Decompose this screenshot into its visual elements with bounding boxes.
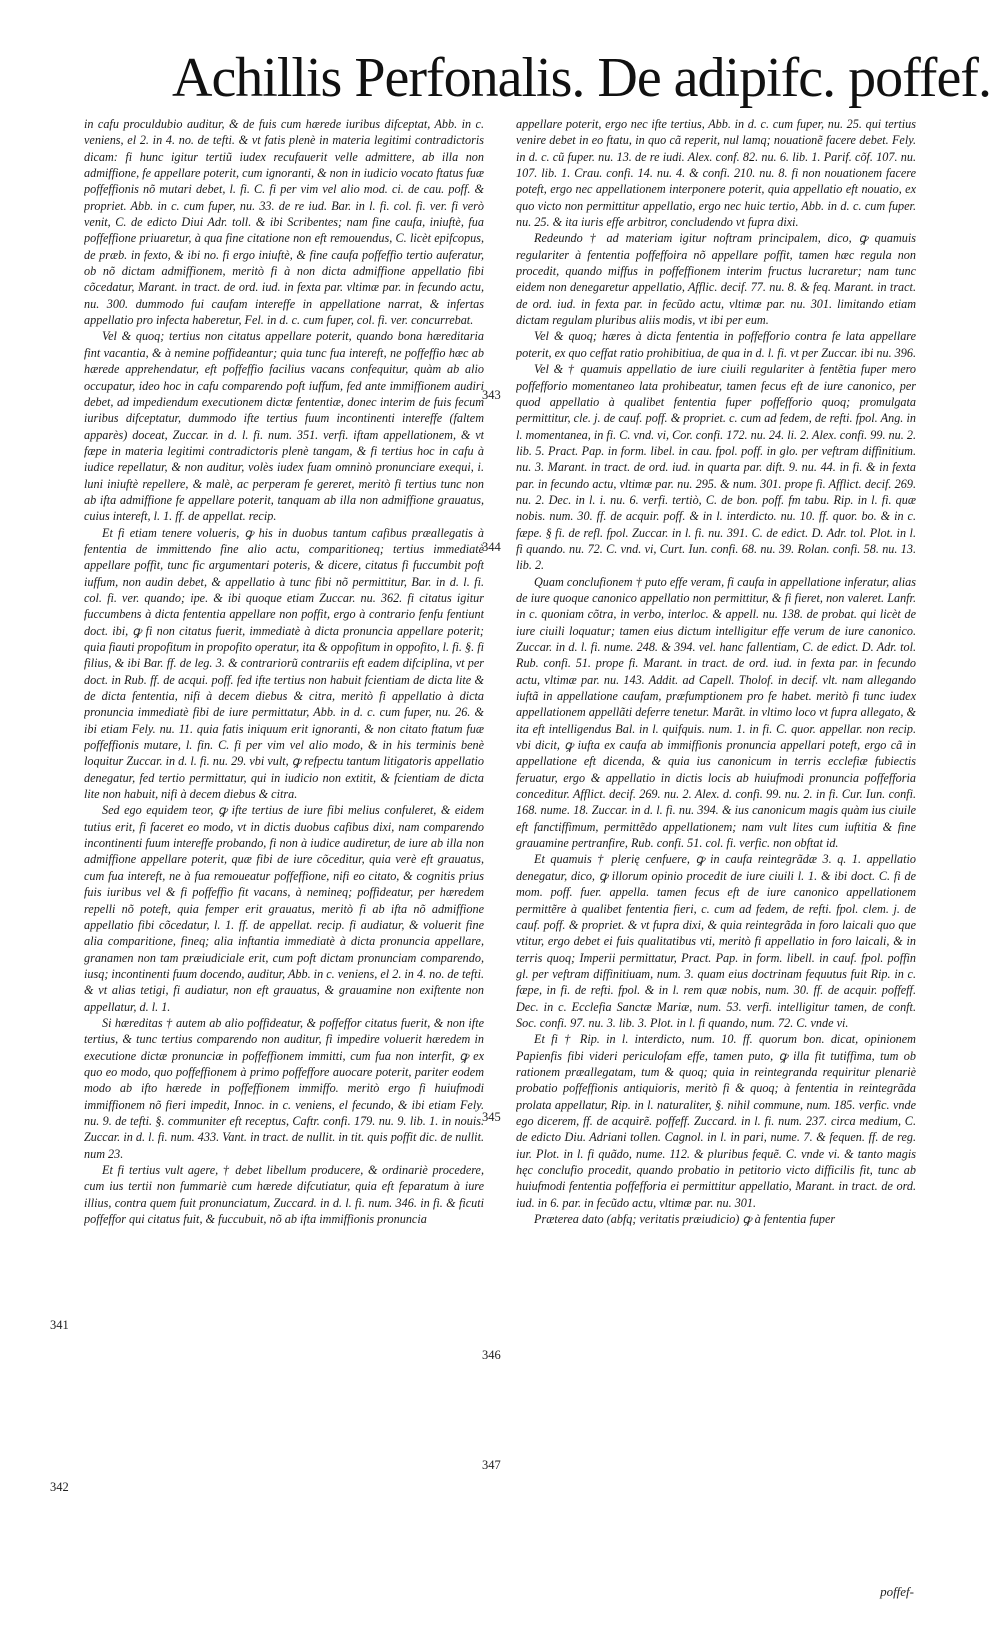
margin-number: 344 bbox=[482, 540, 501, 554]
paragraph: Quam conclufionem † puto effe veram, fi caufa in appellatione inferatur, alias de iure quoque canonico appellatio non permittitur, & fi fieret, non valeret. Lanfr. in c. quoniam cõtra, in verbo, interloc. & appell. nu. 138. de probat. qui licèt de iure ciuili loquatur; tamen eius dictum intelligitur effe verum de iure canonico. Zuccar. in d. l. fi. nume. 248. & 394. vel. hanc fallentiam, C. de edict. D. Adr. tol. Rub. confi. 51. prope fi. Marant. in tract. de ord. iud. in fexta par. in fecundo actu, vltimæ par. nu. 143. Addit. ad Capell. Tholof. in decif. vlt. nam allegando iuftã in appellatione caufam, præfumptionem pro fe habet. meritò fi tunc iudex appellationem appellãti deferre tenetur. Marãt. in vltimo loco vt fupra allegato, & ita eft intelligendus Bal. in l. quifquis. num. 1. in fi. C. quor. appellar. non recip. vbi dicit, ꝙ iufta ex caufa ab immiffionis pronuncia appellari poteft, ergo cã in appellatione eft dicenda, & quia ius canonicum in terris ecclefiæ fubiectis feruatur, ergo & appellatio in dictis locis ab huiufmodi pronuncia poffefforia conceditur. Afflict. decif. 269. nu. 2. Alex. d. confi. 99. nu. 2. in fi. Cur. Iun. confi. 168. nume. 18. Zuccar. in d. l. fi. nu. 394. & ius canonicum magis quàm ius ciuile eft fanctiffimum, permittẽdo appellationem; nam vult lites cum iuftitia & fine grauamine pertranfire, Rub. confi. 51. col. fi. verfic. non obftat id. bbox=[516, 574, 916, 851]
paragraph: in cafu proculdubio auditur, & de fuis cum hærede iuribus difceptat, Abb. in c. veniens, el 2. in 4. no. de tefti. & vt fatis plenè in materia legitimi contradictoris dicam: fi hunc igitur tertiũ iudex recufauerit velle admittere, ab illa non admiffione, fe appellare poterit, cum ignoranti, & non in iudicio vocato ftatus fuæ poffeffionis nõ mutari debet, l. fi. C. fi per vim vel alio mod. ci. de cau. poff. & propriet. Abb. in c. cum fuper, nu. 33. de re iud. Bar. in l. fi. col. fi. ver. fi verò venit, C. de edicto Diui Adr. toll. & ibi Scribentes; nam fine caufa, iniuftè, fua poffeffione priuaretur, à qua fine citatione non eft remouendus, C. licèt epifcopus, de præb. in fexto, & ibi no. fi ergo iniuftè, & fine caufa poffeffio tertio auferatur, ob nõ dictam admiffionem, meritò fi à non dicta admiffione appellatio fibi cõcedatur, Marant. in tract. de ord. iud. in fexta par. vltimæ par. in fecundo actu, nu. 300. dummodo fui caufam intereffe in appellatione narrat, & infertas appellatio pro infecta haberetur, Fel. in d. c. cum fuper, col. fi. ver. concurrebat. bbox=[84, 117, 484, 328]
paragraph: Præterea dato (abfq; veritatis præiudicio) ꝙ à fententia fuper bbox=[534, 1212, 836, 1227]
right-column bbox=[516, 116, 916, 1556]
paragraph: Et quamuis † plerię cenfuere, ꝙ in caufa reintegrãdæ 3. q. 1. appellatio denegatur, dico, ꝙ illorum opinio procedit de iure ciuili l. 1. & ibi doct. C. fi de mom. poff. fuer. appella. tamen fecus eft de iure canonico appellationem permittẽre à qualibet fententia fieri, c. cum ad fedem, de refti. fpol. clem. j. de cauf. poff. & propriet. & vt fupra dixi, & quia reintegrãda in foro laicali quo que vtitur, ergo debet ei fuis qualitatibus vti, meritò fi appellatio in foro laicali, & in terris quoq; Imperii permittatur, Pract. Pap. in form. libell. in cauf. fpol. poffin gl. per veftram diffinitiuam, num. 3. quam eius doctrinam fequutus fuit Rip. in c. fæpe, in fi. de refti. fpol. & in l. rem quæ nobis, num. 30. ff. de acquir. poffeff. Dec. in c. Ecclefia Sanctæ Mariæ, num. 53. verfi. intelligitur tamen, de conft. Soc. confi. 97. nu. 3. lib. 3. Plot. in l. fi quando, num. 72. C. vnde vi. bbox=[516, 852, 916, 1030]
paragraph: Vel & quoq; tertius non citatus appellare poterit, quando bona hæreditaria fint vacantia, & à nemine poffideantur; quia tunc fua intereft, ne poffeffio hæc ab hærede apprehendatur, eft poffeffio facilius vacans confequitur, quàm ab alio occupatur, ideo hoc in cafu comparendo poft iuffum, fed ante immiffionem audiri debet, ad impediendum executionem dictæ fententiæ, donec interim de fuis fecum iuribus difceptatur, dummodo ifte tertius fuum incontinenti intereffe (faltem apparès) doceat, Zuccar. in d. l. fi. num. 351. verfi. iftam appellationem, & vt fæpe in materia legitimi contradictoris plenè tangam, & fi tertius hoc in cafu à iudice repellatur, & non auditur, volès iudex fuam omninò pronunciare exequi, i. luni iniuftè repellere, & malè, ac perperam fe gereret, meritò fi tertius tunc non ab ifta admiffione fe appellare poterit, tanquam ab illa non admiffione grauatus, cuius intereft, l. 1. ff. de appellat. recip. bbox=[84, 329, 484, 524]
margin-number: 346 bbox=[482, 1348, 501, 1362]
paragraph: Et fi tertius vult agere, † debet libellum producere, & ordinariè procedere, cum ius tertii non fummariè cum hærede difcutiatur, quia eft feparatum à iure illius, contra quem fuit pronunciatum, Zuccard. in d. l. fi. num. 346. in fi. & ficuti poffeffor qui citatus fuit, & fuccubuit, nõ ab ifta immiffionis pronuncia bbox=[84, 1163, 484, 1227]
margin-number: 345 bbox=[482, 1110, 501, 1124]
paragraph: Si hæreditas † autem ab alio poffideatur, & poffeffor citatus fuerit, & non ifte tertius, & tunc tertius comparendo non auditur, fi impedire voluerit hæredem in executione dictæ pronunciæ in poffeffionem immitti, cum fua non interfit, ꝙ ex quo eo modo, quo poffeffionem à primo poffeffore auocare poterit, pariter eodem modo ab ifto hærede in poffeffionem immiffo. meritò ergo fi huiufmodi immiffionem nõ fieri impedit, Innoc. in c. veniens, el fecundo, & ibi etiam Fely. nu. 9. de tefti. §. communiter eft receptus, Caftr. confi. 179. nu. 9. lib. 1. in nouis. Zuccar. in d. l. fi. num. 433. Vant. in tract. de nullit. in tit. quis poffit dic. de nullit. num 23. bbox=[84, 1015, 484, 1161]
running-head: Achillis Perfonalis. De adipifc. poffef. bbox=[172, 47, 991, 109]
margin-number: 342 bbox=[50, 1480, 69, 1494]
paragraph: appellare poterit, ergo nec ifte tertius, Abb. in d. c. cum fuper, nu. 25. qui tertius venire debet in eo ftatu, in quo cã reperit, nul lamq; nouationẽ facere debet. Fely. in d. c. cũ fuper. nu. 13. de re iudi. Alex. conf. 82. nu. 6. lib. 1. Parif. cõf. 107. nu. 107. lib. 1. Crau. confi. 14. nu. 4. & confi. 210. nu. 8. fi non nouationem facere poteft, ergo nec appellationem interponere poterit, quia appellatio eft nouatio, ex quo victo non permittitur appellatio, ergo nec huic tertio, Abb. in d. c. cum fuper. nu. 25. & ita iuris effe arbitror, concludendo vt fupra dixi. bbox=[516, 117, 916, 230]
margin-number: 341 bbox=[50, 1318, 69, 1332]
paragraph: Redeundo † ad materiam igitur noftram principalem, dico, ꝙ quamuis regulariter à fententia poffeffoira nõ appellare poffit, tamen hæc regula non procedit, quando miffus in poffeffionem interim fructus lucraretur; nam tunc eidem non denegaretur appellatio, Afflic. decif. 77. nu. 8. & feq. Marant. in tract. de ord. iud. in fexta par. in fecũdo actu, vltimæ par. nu. 301. limitando etiam dictam regulam pluribus aliis modis, vt ibi per eum. bbox=[516, 231, 916, 328]
left-column bbox=[84, 116, 484, 1496]
paragraph: Et fi † Rip. in l. interdicto, num. 10. ff. quorum bon. dicat, opinionem Papienfis fibi videri periculofam effe, tamen puto, ꝙ illa fit tutiffima, tum ob rationem præallegatam, tum & quoq; quia in reintegranda requiritur plenariè probatio poffeffionis antiquioris, meritò fi & quoq; à fententia in reintegrãda prolata appellatur, Rip. in l. naturaliter, §. nihil commune, num. 185. verfic. vnde ego dicerem, ff. de acquirẽ. poffeff. Zuccard. in l. fi. num. 237. circa medium, C. de edicto Diu. Adriani tollen. Cagnol. in l. in pari, nume. 7. & fequen. ff. de reg. iur. Plot. in l. fi quãdo, nume. 112. & pluribus fequẽ. C. vnde vi. & tanto magis hęc conclufio procedit, quando probatio in petitorio victo difficilis fit, tunc ab huiufmodi fententia poffefforia ei permittitur appellatio, Marant. in tract. de ord. iud. in 6. par. in fecũdo actu, vltimæ par. nu. 301. bbox=[516, 1032, 916, 1210]
paragraph: Vel & quoq; hæres à dicta fententia in poffefforio contra fe lata appellare poterit, ex quo ceffat ratio prohibitiua, de qua in d. l. fi. vt per Zuccar. ibi nu. 396. bbox=[516, 329, 916, 360]
paragraph: Sed ego equidem teor, ꝙ ifte tertius de iure fibi melius confuleret, & eidem tutius erit, fi faceret eo modo, vt in dictis duobus cafibus dixi, nam comparendo incontinenti fuum intereffe probando, fi non à iudice audiretur, de iure ab illa non admiffione appellare poterit, quæ fibi de iure cõceditur, quia verè eft grauatus, cum fua intereft, ne à fua remoueatur poffeffione, nifi eo citato, & cognitis prius fuis iuribus vel & fi poffeffio fit vacans, à nemineq; poffideatur, per hæredem repelli nõ poteft, quia femper erit grauatus, meritò fi ab ifta nõ admiffione appellatio fibi cõcedatur, l. 1. ff. de appellat. recip. fi audiatur, & voluerit fine alia comparitione, fineq; alia inftantia immediatè à dicta pronuncia appellare, granamen non tam præiudiciale erit, cum poft dictam pronunciam comparendo, iusq; incontinenti fuum docendo, auditur, Abb. in c. veniens, el 2. in 4. no. de tefti. & vt alias tetigi, fi audiatur, non eft grauatus, & grauamine non exiftente non appellatur, d. l. 1. bbox=[84, 803, 484, 1014]
catchword: poffef- bbox=[880, 1584, 914, 1599]
margin-number: 347 bbox=[482, 1458, 501, 1472]
paragraph: Vel & † quamuis appellatio de iure ciuili regulariter à fentẽtia fuper mero poffefforio momentaneo lata prohibeatur, tamen fecus eft de iure canonico, per quod appellatio à qualibet fententia fuper poffefforio quoq; promulgata permittitur, cle. j. de cauf. poff. & propriet. c. cum ad fedem, de refti. fpol. Ang. in l. momentanea, in fi. C. vnd. vi, Cor. confi. 172. nu. 24. li. 2. Alex. confi. 99. nu. 2. lib. 5. Pract. Pap. in form. libel. in cau. fpol. poff. in glo. per veftram diffinitium. nu. 3. Marant. in tract. de ord. iud. in quarta par. dift. 9. nu. 44. in fi. & in fexta par. in fecundo actu, vltimæ par. nu. 295. & num. 301. prope fi. Afflict. decif. 269. nu. 2. Dec. in l. i. nu. 6. verfi. tertiò, C. de bon. poff. fm tabu. Rip. in l. fi. quæ nobis. num. 30. ff. de acquir. poff. & in l. interdicto. nu. 10. ff. quor. bo. & in c. fæpe. § fi. de refl. fpol. Zuccar. in l. fi. nu. 391. C. de edict. D. Adr. tol. Plot. in l. fi quando. nu. 72. C. vnd. vi, Curt. Iun. confi. 68. nu. 39. Rolan. confi. 58. nu. 13. lib. 2. bbox=[516, 362, 916, 573]
paragraph: Et fi etiam tenere volueris, ꝙ his in duobus tantum cafibus præallegatis à fententia de immittendo fine alio actu, comparitioneq; tertius immediatè appellare poffit, tunc fic argumentari poteris, & dicere, citatus fi fuccumbit poft iuffum, non audin debet, & appellatio à tunc fibi nõ permittitur, Bar. in d. l. fi. col. fi. ver. quando; ipe. & ibi quoque etiam Zuccar. nu. 362. fi citatus igitur fuccumbens à dicta fententia appellare non poffit, ergo à contrario fenfu fentiunt doct. ibi, ꝙ fi non citatus fuerit, immediatè à dicta pronuncia appellare poterit; quia fiauti propofitum in propofito operatur, ita & oppofitum in oppofito, l. fi. §. fi filius, & ibi Bar. ff. de leg. 3. & contrariorũ contrariis eft eadem difciplina, vt per doct. in Rub. ff. de acqui. poff. fed ifte tertius non habuit fcientiam de dicta lite & de dicta fententia, nifi à decem diebus & citra, meritò fi appellatio à dicta pronuncia immediatè fibi de iure permittatur, Abb. in d. c. cum fuper, nu. 26. & ibi etiam Fely. nu. 11. quia fatis iniquum erit ignoranti, & non citato ftatum fuæ poffeffionis mutare, l. fin. C. fi per vim vel alio modo, & in his terminis benè loquitur Zuccar. in d. l. fi. nu. 29. vbi vult, ꝙ refpectu tantum litigatoris appellatio denegatur, fed tertio permittatur, qui in iudicio non extitit, & fcientiam de dicta lite non habuit, nifi à decem diebus & citra. bbox=[84, 525, 484, 802]
margin-number: 343 bbox=[482, 388, 501, 402]
